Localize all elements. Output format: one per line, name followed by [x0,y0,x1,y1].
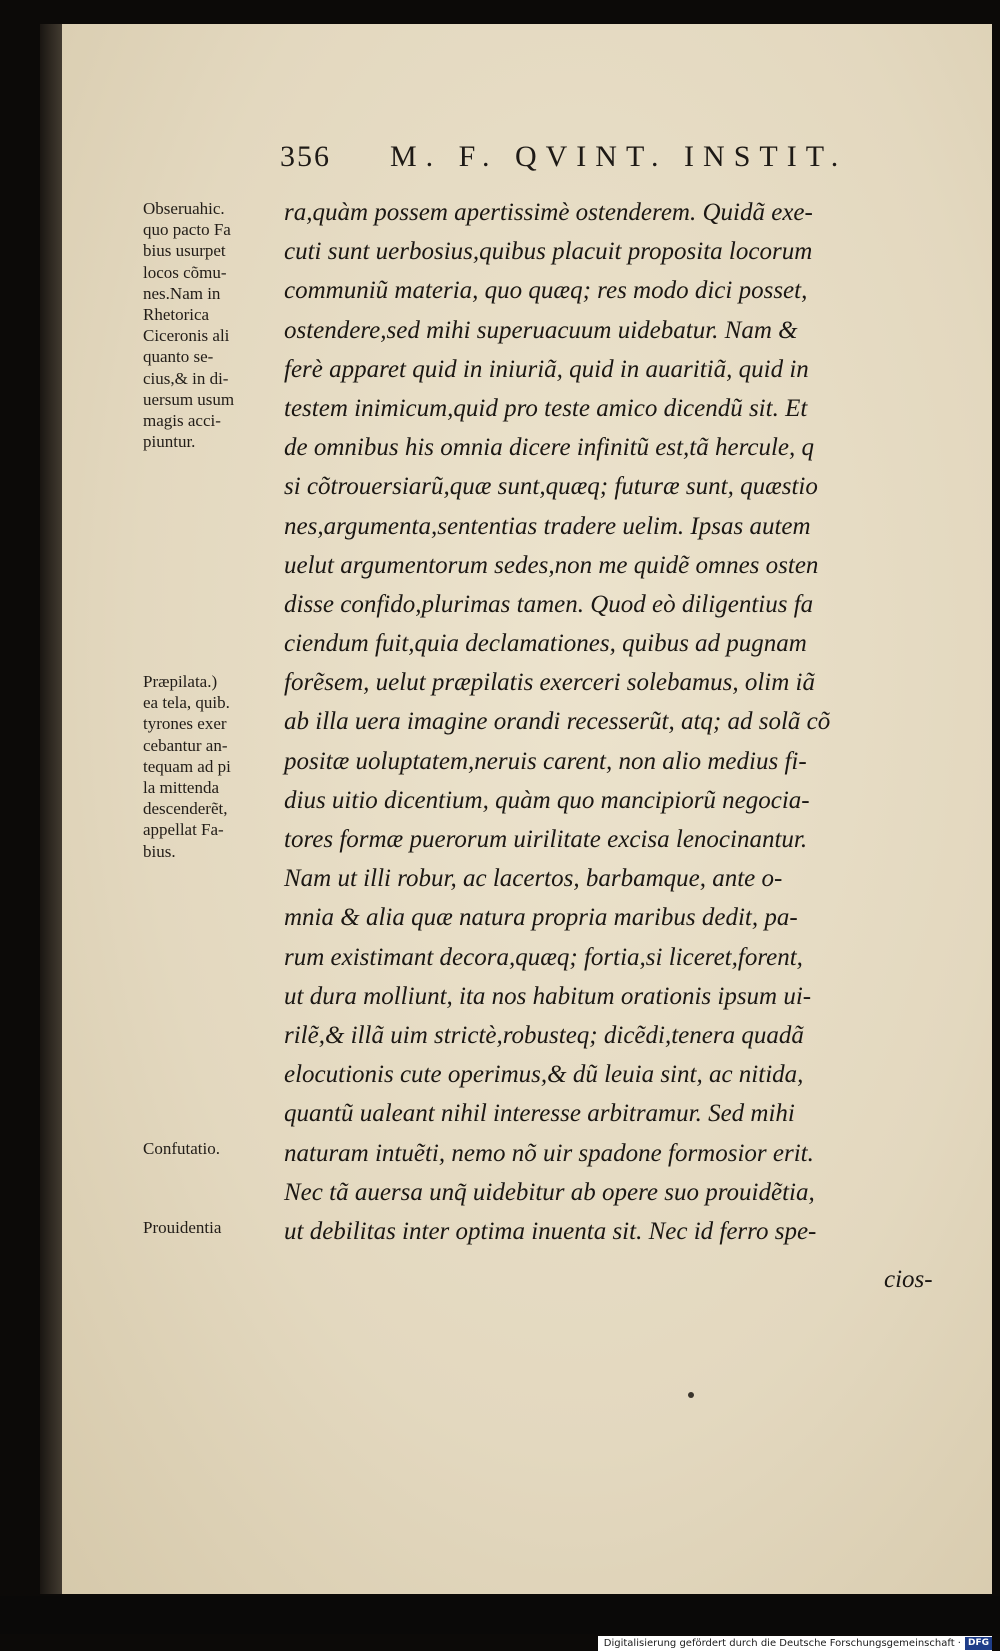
main-text-block [284,193,936,1251]
margin-note-line: Præpilata.) [143,672,218,691]
margin-note-line: Rhetorica [143,305,210,325]
text-line: de omnibus his omnia dicere infinitũ est,tã hercule, q [284,434,815,462]
text-line: uelut argumentorum sedes,non me quidẽ omnes osten [284,551,819,579]
text-line: ut debilitas inter optima inuenta sit. Nec id ferro spe- [284,1217,817,1245]
text-line: naturam intuẽti, nemo nõ uir spadone formosior erit. [284,1139,814,1167]
text-line: ra,quàm possem apertissimè ostenderem. Quidã exe- [284,199,813,226]
margin-note-line: Prouidentia [143,1218,222,1237]
text-line: ferè apparet quid in iniuriã, quid in auaritiã, quid in [284,355,809,383]
margin-note-line: Obseruahic. [143,199,225,218]
text-line: tores formæ puerorum uirilitate excisa lenocinantur. [284,826,808,853]
text-line: forẽsem, uelut præpilatis exerceri solebamus, olim iã [284,669,815,697]
text-line: Nam ut illi robur, ac lacertos, barbamque, ante o- [284,865,783,893]
text-line: communiũ materia, quo quæq; res modo dici posset, [284,277,808,305]
text-line: nes,argumenta,sententias tradere uelim. Ipsas autem [284,512,811,540]
text-line: ostendere,sed mihi superuacuum uidebatur. Nam & [284,316,798,344]
margin-note-line: ea tela, quib. [143,693,230,713]
catchword: cios- [884,1266,933,1293]
margin-note-line: tequam ad pi [143,756,231,776]
text-line: Nec tã auersa unq̃ uidebitur ab opere suo prouidẽtia, [284,1178,815,1206]
margin-note-confutatio [143,1138,283,1159]
text-line: positæ uoluptatem,neruis carent, non alio medius fi- [284,747,807,775]
text-line: mnia & alia quæ natura propria maribus dedit, pa- [284,904,798,932]
text-line: ab illa uera imagine orandi recesserũt, atq; ad solã cõ [284,708,831,736]
margin-note-line: bius. [143,841,176,861]
running-head [280,140,920,176]
text-line: elocutionis cute operimus,& dũ leuia sint, ac nitida, [284,1061,804,1089]
margin-note-line: locos cõmu- [143,262,227,282]
margin-note-line: descenderẽt, [143,799,228,819]
text-line: disse confido,plurimas tamen. Quod eò diligentius fa [284,590,814,618]
margin-note-line: quo pacto Fa [143,220,231,240]
margin-note-line: piuntur. [143,432,196,452]
page-number: 356 [280,140,331,173]
text-line: cuti sunt uerbosius,quibus placuit proposita locorum [284,238,813,266]
text-line: quantũ ualeant nihil interesse arbitramur. Sed mihi [284,1100,795,1128]
margin-note-line: cius,& in di- [143,368,229,388]
footer-text: Digitalisierung gefördert durch die Deutsche Forschungsgemeinschaft · [603,1638,961,1649]
dfg-logo: DFG [965,1637,992,1650]
text-line: dius uitio dicentium, quàm quo mancipiorũ negocia- [284,786,810,814]
text-line: rum existimant decora,quæq; fortia,si liceret,forent, [284,943,803,971]
digitization-footer [598,1636,992,1651]
text-line: ciendum fuit,quia declamationes, quibus ad pugnam [284,630,807,658]
margin-note-line: appellat Fa- [143,820,224,840]
margin-note-line: cebantur an- [143,735,228,755]
margin-note-line: nes.Nam in [143,283,221,303]
margin-note-line: uersum usum [143,389,235,409]
text-line: rilẽ,& illã uim strictè,robusteq; dicẽdi,tenera quadã [284,1021,804,1049]
margin-note-line: tyrones exer [143,714,227,734]
margin-note-praepilata [143,671,283,862]
margin-note-observa [143,198,283,452]
text-line: si cõtrouersiarũ,quæ sunt,quæq; futuræ sunt, quæstio [284,473,818,501]
margin-note-prouidentia [143,1217,283,1238]
margin-note-line: la mittenda [143,778,220,798]
margin-note-line: Ciceronis ali [143,326,230,346]
text-line: ut dura molliunt, ita nos habitum orationis ipsum ui- [284,982,812,1010]
scan-bottom-band [0,1596,1000,1634]
margin-note-line: quanto se- [143,347,214,367]
margin-note-line: bius usurpet [143,241,226,261]
text-line: testem inimicum,quid pro teste amico dicendũ sit. Et [284,394,808,422]
running-title: M. F. QVINT. INSTIT. [390,140,848,173]
paper-speck [688,1392,694,1398]
margin-note-line: Confutatio. [143,1139,220,1158]
margin-note-line: magis acci- [143,411,221,431]
